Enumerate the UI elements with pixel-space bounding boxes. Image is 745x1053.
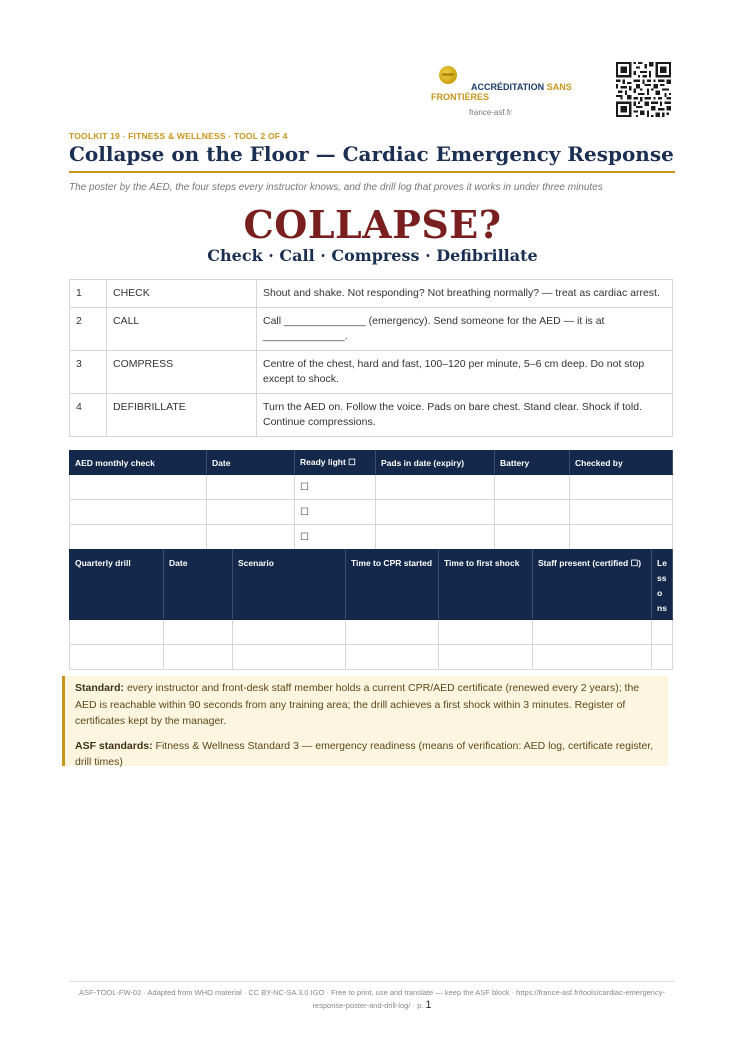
step-text: Shout and shake. Not responding? Not breathing normally? — treat as cardiac arrest. <box>257 280 673 308</box>
blank-cell[interactable] <box>164 620 233 645</box>
step-row <box>70 394 673 437</box>
blank-cell[interactable] <box>70 645 164 670</box>
poster-headline: COLLAPSE? <box>243 202 502 247</box>
col-aed-monthly-check: AED monthly check <box>70 451 207 475</box>
poster-tagline: Check · Call · Compress · Defibrillate <box>207 246 538 265</box>
standard-paragraph <box>75 680 660 730</box>
toolkit-kicker: TOOLKIT 19 · FITNESS & WELLNESS · TOOL 2 OF 4 <box>69 131 288 141</box>
step-row <box>70 308 673 351</box>
footer-text: ASF-TOOL-FW-02 · Adapted from WHO material · CC BY-NC-SA 3.0 IGO · Free to print, use and translate — keep the ASF block · https://france-asf.fr/tools/cardiac-emergency-response-poster-and-drill-log/ · p. <box>79 988 665 1010</box>
step-text: Call ______________ (emergency). Send someone for the AED — it is at ______________. <box>257 308 673 351</box>
blank-cell[interactable] <box>70 525 207 550</box>
step-name: CALL <box>107 308 257 351</box>
aed-log-header <box>70 451 673 475</box>
blank-cell[interactable] <box>207 500 295 525</box>
page-number: 1 <box>425 999 432 1011</box>
blank-cell[interactable] <box>207 525 295 550</box>
standard-label: Standard: <box>75 682 125 694</box>
col-checked-by: Checked by <box>570 451 673 475</box>
blank-cell[interactable] <box>570 525 673 550</box>
col-staff-present: Staff present (certified ☐) <box>533 550 652 620</box>
drill-log-header <box>70 550 673 620</box>
col-date: Date <box>207 451 295 475</box>
step-text: Centre of the chest, hard and fast, 100–120 per minute, 5–6 cm deep. Do not stop except to shock. <box>257 351 673 394</box>
col-ready-light: Ready light ☐ <box>295 451 376 475</box>
step-row <box>70 280 673 308</box>
ready-light-checkbox[interactable]: ☐ <box>295 500 376 525</box>
col-battery: Battery <box>495 451 570 475</box>
step-row <box>70 351 673 394</box>
step-text: Turn the AED on. Follow the voice. Pads on bare chest. Stand clear. Shock if told. Continue compressions. <box>257 394 673 437</box>
page-title: Collapse on the Floor — Cardiac Emergency Response <box>69 142 675 173</box>
page-footer <box>69 981 675 1012</box>
blank-cell[interactable] <box>207 475 295 500</box>
blank-cell[interactable] <box>70 620 164 645</box>
logo-word-3: FRONTIÈRES <box>431 92 490 102</box>
drill-log-row <box>70 620 673 645</box>
logo-word-2: SANS <box>546 82 572 92</box>
blank-cell[interactable] <box>495 525 570 550</box>
aed-log-row <box>70 525 673 550</box>
aed-check-log <box>69 450 673 550</box>
col-date: Date <box>164 550 233 620</box>
blank-cell[interactable] <box>570 500 673 525</box>
blank-cell[interactable] <box>652 620 673 645</box>
col-quarterly-drill: Quarterly drill <box>70 550 164 620</box>
step-number: 3 <box>70 351 107 394</box>
asf-emblem-icon <box>439 66 457 84</box>
logo-url[interactable]: france-asf.fr <box>469 108 512 117</box>
asf-standards-text: Fitness & Wellness Standard 3 — emergency readiness (means of verification: AED log, certificate register, drill times) <box>75 739 654 768</box>
blank-cell[interactable] <box>164 645 233 670</box>
blank-cell[interactable] <box>70 475 207 500</box>
col-time-to-cpr: Time to CPR started <box>346 550 439 620</box>
aed-log-row <box>70 500 673 525</box>
blank-cell[interactable] <box>233 620 346 645</box>
logo-word-1: ACCRÉDITATION <box>471 82 545 92</box>
blank-cell[interactable] <box>652 645 673 670</box>
col-pads-in-date: Pads in date (expiry) <box>376 451 495 475</box>
page-subtitle: The poster by the AED, the four steps every instructor knows, and the drill log that proves it works in under three minutes <box>69 182 603 193</box>
step-number: 4 <box>70 394 107 437</box>
standard-text: every instructor and front-desk staff member holds a current CPR/AED certificate (renewed every 2 years); the AED is reachable within 90 seconds from any training area; the drill achieves a first shock within 3 minutes. Register of certificates kept by the manager. <box>75 682 640 727</box>
drill-log <box>69 549 673 670</box>
asf-logo <box>430 64 600 120</box>
blank-cell[interactable] <box>439 645 533 670</box>
blank-cell[interactable] <box>346 620 439 645</box>
col-scenario: Scenario <box>233 550 346 620</box>
blank-cell[interactable] <box>495 500 570 525</box>
step-number: 1 <box>70 280 107 308</box>
blank-cell[interactable] <box>570 475 673 500</box>
blank-cell[interactable] <box>70 500 207 525</box>
step-name: CHECK <box>107 280 257 308</box>
aed-log-row <box>70 475 673 500</box>
standards-callout <box>62 676 668 766</box>
asf-standards-label: ASF standards: <box>75 739 153 752</box>
blank-cell[interactable] <box>439 620 533 645</box>
qr-code-icon <box>616 62 671 117</box>
asf-standards-paragraph <box>75 738 660 771</box>
step-number: 2 <box>70 308 107 351</box>
step-name: COMPRESS <box>107 351 257 394</box>
steps-table <box>69 279 673 437</box>
ready-light-checkbox[interactable]: ☐ <box>295 475 376 500</box>
drill-log-row <box>70 645 673 670</box>
col-lessons: Lessons <box>652 550 673 620</box>
blank-cell[interactable] <box>233 645 346 670</box>
blank-cell[interactable] <box>533 620 652 645</box>
logo-wordmark <box>471 82 572 92</box>
step-name: DEFIBRILLATE <box>107 394 257 437</box>
blank-cell[interactable] <box>495 475 570 500</box>
blank-cell[interactable] <box>376 475 495 500</box>
blank-cell[interactable] <box>376 525 495 550</box>
col-time-to-shock: Time to first shock <box>439 550 533 620</box>
blank-cell[interactable] <box>346 645 439 670</box>
blank-cell[interactable] <box>376 500 495 525</box>
ready-light-checkbox[interactable]: ☐ <box>295 525 376 550</box>
blank-cell[interactable] <box>533 645 652 670</box>
